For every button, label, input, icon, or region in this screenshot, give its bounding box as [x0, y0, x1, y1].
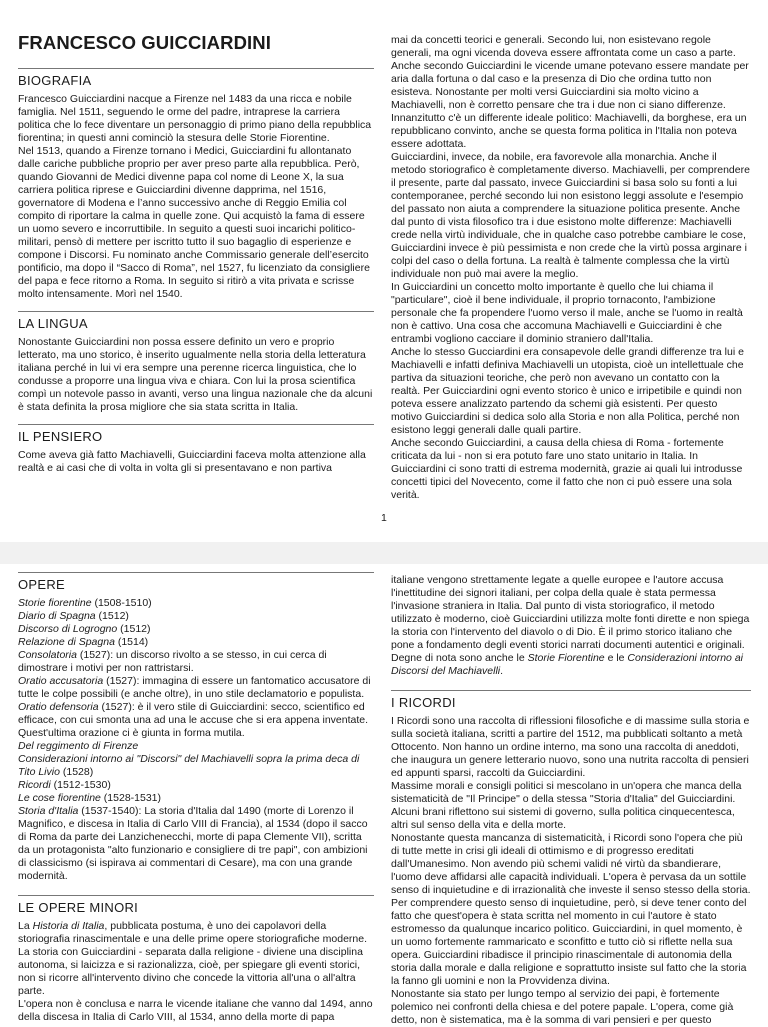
section-heading-opere-minori: LE OPERE MINORI — [18, 900, 139, 915]
work-detail: (1512) — [95, 610, 129, 622]
work-item — [18, 597, 374, 610]
work-title: Historia di Italia — [32, 920, 105, 932]
paragraph: mai da concetti teorici e generali. Secondo lui, non esistevano regole generali, ma ogni vicenda doveva essere affrontata come un caso a parte. — [391, 34, 736, 59]
paragraph: Anche lo stesso Gucciardini era consapevole delle grandi differenze tra lui e Machiavelli e infatti definiva Machiavelli un utopista, cioè un intellettuale che partiva da situazioni teoriche, che però non avevano un contatto con la realtà. Per Guicciardini ogni evento storico è unico e irripetibile e quindi non poteva essere analizzato partendo da schemi già esistenti. Per questo motivo Guicciardini si dedica solo alla Storia e non alla Politica, perché non esistono leggi generali dalle quali partire. — [391, 346, 744, 436]
work-detail: (1508-1510) — [91, 597, 152, 609]
work-detail: (1514) — [114, 636, 149, 648]
work-title: Considerazioni intorno ai Discorsi del Machiavelli — [391, 652, 743, 677]
work-title: Storia d'Italia — [18, 805, 79, 817]
right-column — [391, 34, 751, 502]
section-heading-ricordi: I RICORDI — [391, 695, 456, 710]
work-detail: (1528) — [59, 766, 94, 778]
work-detail: (1528-1531) — [100, 792, 162, 804]
work-title: Oratio accusatoria — [18, 675, 104, 687]
work-title: Relazione di Spagna — [18, 636, 115, 648]
work-title: Considerazioni intorno ai "Discorsi" del Machiavelli sopra la prima deca di Tito Livio — [18, 753, 360, 778]
paragraph — [18, 920, 374, 998]
paragraph — [391, 574, 751, 678]
text-run: La — [18, 920, 33, 932]
paragraph: Nonostante questa mancanza di sistematicità, i Ricordi sono l'opera che più di tutte mette in crisi gli ideali di ottimismo e di progresso ereditati dall'Umanesimo. Non avendo più schemi validi né virtù da sbandierare, l'uomo deve affidarsi alle capacità individuali. L'opera è pervasa da un sottile senso di inquietudine e di irrazionalità che investe il senso stesso della storia. Per comprendere questo senso di inquietudine, però, si deve tener conto del fatto che quest'opera è stata scritta nel momento in cui l'autore è stato estromesso da qualunque incarico politico. Guicciardini, in quel momento, è un uomo fortemente rammaricato e sconfitto e tutto ciò si riflette nella sua opera. Guicciardini ribadisce il principio rinascimentale di autonomia della storia dalla morale e dalla religione e soprattutto insiste sul fatto che la storia la fanno gli uomini e non la Provvidenza divina. — [391, 832, 751, 987]
work-item — [18, 792, 374, 805]
paragraph: I Ricordi sono una raccolta di riflessioni filosofiche e di massime sulla storia e sulla società italiana, scritti a partire del 1512, ma pubblicati soltanto a metà Ottocento. Non hanno un ordine interno, ma sono una raccolta di aneddoti, che inaugura un genere letterario nuovo, sono una nutrita raccolta di pensieri ed appunti sparsi, raccolti da Guicciardini. — [391, 715, 750, 779]
text-run: italiane vengono strettamente legate a quelle europee e l'autore accusa l'inettitudine dei signori italiani, per colpa della quale è stata permessa l'invasione straniera in Italia. Dal punto di vista storiografico, il metodo utilizzato è moderno, cioè Guicciardini utilizza molte fonti dirette e non spiega la storia con l'intervento del diavolo o di Dio. È il primo storico italiano che pone a fondamento degli eventi storici narrati documenti autentici e originali. Degne di nota sono anche le — [391, 574, 750, 664]
work-detail: (1512-1530) — [50, 779, 111, 791]
left-column — [18, 572, 374, 1024]
work-detail: (1527): immagina di essere un fantomatico accusatore di tutte le colpe possibili (e anche oltre), in uno stile declamatorio e populista. — [18, 675, 371, 700]
work-detail: (1512) — [117, 623, 151, 635]
work-title: Ricordi — [18, 779, 51, 791]
work-title: Le cose fiorentine — [18, 792, 101, 804]
work-item — [18, 805, 374, 883]
work-item — [18, 701, 374, 740]
page-gap — [0, 542, 768, 564]
paragraph: Nonostante sia stato per lungo tempo al servizio dei papi, è fortemente polemico nei confronti della chiesa e del potere papale. L'opera, come già detto, non è sistematica, ma è la somma di vari pensieri e per questo — [391, 988, 734, 1026]
section-heading-opere: OPERE — [18, 577, 66, 592]
work-item — [18, 649, 374, 675]
work-item — [18, 740, 374, 753]
work-item — [18, 636, 374, 649]
document-page-2 — [0, 564, 768, 1024]
work-title: Storie Fiorentine — [527, 652, 605, 664]
text-run: , pubblicata postuma, è uno dei capolavori della storiografia rinascimentale e una delle prime opere storiografiche moderne. La storia con Guicciardini - separata dalla religione - diviene una disciplina autonoma, si laicizza e si razionalizza, cioè, per spiegare gli eventi storici, non si ricorre all'intervento divino che concede la vittoria all'una o all'altra parte. — [18, 920, 368, 997]
section-heading-lingua: LA LINGUA — [18, 316, 88, 331]
left-column — [18, 32, 374, 475]
works-list — [18, 597, 374, 883]
work-title: Diario di Spagna — [18, 610, 96, 622]
section-heading-pensiero: IL PENSIERO — [18, 429, 103, 444]
work-title: Oratio defensoria — [18, 701, 99, 713]
text-run: e le — [604, 652, 628, 664]
work-detail: (1527): è il vero stile di Guicciardini: secco, scientifico ed efficace, con cui smonta una ad una le accuse che si era appena inventate. Quest'ultima orazione ci è giunta in forma mutila. — [18, 701, 369, 739]
paragraph: L'opera non è conclusa e narra le vicende italiane che vanno dal 1494, anno della discesa in Italia di Carlo VIII, al 1534, anno della morte di papa — [18, 998, 373, 1023]
paragraph: Nonostante Guicciardini non possa essere definito un vero e proprio letterato, ma uno storico, è inserito ugualmente nella storia della letteratura italiana perché in lui vi era sempre una perenne ricerca linguistica, che lo condusse a proporre una lingua viva e chiara. Con lui la prosa scientifica compì un notevole passo in avanti, verso una lingua nazionale che da alcuni è stata definita la prosa migliore che sia stata scritta in Italia. — [18, 336, 373, 413]
paragraph: Anche secondo Guicciardini, a causa della chiesa di Roma - fortemente criticata da lui - non si era potuto fare uno stato unitario in Italia. In Guicciardini ci sono tratti di estrema modernità, grazie ai quali lui introdusse concetti tipici del Novecento, come il fatto che non ci può essere una sola verità. — [391, 437, 743, 501]
work-item — [18, 779, 374, 792]
work-item — [18, 675, 374, 701]
work-detail: (1527): un discorso rivolto a se stesso, in cui cerca di dimostrare i motivi per non rattristarsi. — [18, 649, 327, 674]
paragraph: Come aveva già fatto Machiavelli, Guicciardini faceva molta attenzione alla realtà e ai casi che di volta in volta gli si presentavano e non partiva — [18, 449, 366, 474]
paragraph: Anche secondo Guicciardini le vicende umane potevano essere mandate per aria dalla fortuna o dal caso e la presenza di Dio che ordina tutto non esisteva. Nonostante per molti versi Guicciardini sia molto vicino a Machiavelli, non è corretto pensare che tra i due non ci siano differenze. Innanzitutto c'è un differente ideale politico: Machiavelli, da borghese, era un repubblicano convinto, anche se questa forma politica in l'Italia non poteva essere adottata. — [391, 60, 749, 150]
right-column — [391, 574, 751, 1027]
work-title: Discorso di Logrogno — [18, 623, 118, 635]
work-detail: (1537-1540): La storia d'Italia dal 1490 (morte di Lorenzo il Magnifico, e discesa in Italia di Carlo VIII di Francia), al 1534 (dopo il sacco di Roma da parte dei Lanzichenecchi, morte di papa Clemente VII), scritta da un protagonista "alto funzionario e consigliere di tre papi", con ambizioni di classicismo (si ispirava ai commentari di Cesare), ma con una grande modernità. — [18, 805, 368, 882]
text-run: . — [500, 665, 504, 677]
paragraph: Guicciardini, invece, da nobile, era favorevole alla monarchia. Anche il metodo storiografico è completamente diverso. Machiavelli, per comprendere il presente, parte dal passato, invece Guicciardini si basa solo su fonti a lui contemporanee, perché secondo lui non esistono leggi assolute e l'esempio del passato non aiuta a comprendere la situazione politica presente. Anche dal punto di vista filosofico tra i due esistono molte differenze: Machiavelli crede nella virtù individuale, che in qualche caso potrebbe cambiare le cose, Guicciardini invece è più pessimista e non crede che la virtù possa arginare i colpi del caso o della fortuna. La realtà è talmente complessa che la virtù individuale non può mai avere la meglio. — [391, 151, 750, 280]
work-item — [18, 753, 374, 779]
work-title: Storie fiorentine — [18, 597, 92, 609]
work-title: Del reggimento di Firenze — [18, 740, 139, 752]
paragraph: Francesco Guicciardini nacque a Firenze nel 1483 da una ricca e nobile famiglia. Nel 1511, seguendo le orme del padre, intraprese la carriera politica che lo fece diventare un personaggio di primo piano della repubblica fiorentina; in questi anni cominciò la stesura delle Storie Fiorentine. — [18, 93, 372, 144]
paragraph: Massime morali e consigli politici si mescolano in un'opera che manca della sistematicità de "Il Principe" o della stessa "Storia d'Italia" del Guicciardini. Alcuni brani riflettono sui sistemi di governo, sulla politica cinquecentesca, altri sul senso della vita e della morte. — [391, 780, 742, 831]
work-item — [18, 610, 374, 623]
document-title: FRANCESCO GUICCIARDINI — [18, 32, 271, 53]
work-title: Consolatoria — [18, 649, 77, 661]
paragraph: In Guicciardini un concetto molto importante è quello che lui chiama il "particulare", cioè il bene individuale, il proprio tornaconto, l'ambizione personale che fa propendere l'uomo verso il male, anche se l'uomo in realtà non è cattivo. Una cosa che accomuna Machiavelli e Guicciardini è che entrambi vogliono cacciare il dominio straniero dall'Italia. — [391, 281, 743, 345]
work-item — [18, 623, 374, 636]
page-number: 1 — [381, 512, 387, 524]
paragraph: Nel 1513, quando a Firenze tornano i Medici, Guicciardini fu allontanato dalle cariche pubbliche proprio per aver preso parte alla repubblica. Però, quando Giovanni de Medici divenne papa col nome di Leone X, la sua carriera politica riprese e Guicciardini divenne dapprima, nel 1516, governatore di Modena e l’anno successivo anche di Reggio Emilia col compito di riportare la calma in quelle zone. Qui acquistò la fama di essere un uomo severo e incorruttibile. In seguito a questi suoi incarichi politico-militari, pensò di mettere per iscritto tutto il suo bagaglio di esperienze e compone i Discorsi. Fu nominato anche Commissario generale dell’esercito pontificio, ma dopo il “Sacco di Roma”, nel 1527, fu licenziato da consigliere del papa e fece ritorno a Roma. In seguito si ritirò a vita privata e scrisse molto intensamente. Morì nel 1540. — [18, 145, 370, 300]
section-heading-biografia: BIOGRAFIA — [18, 73, 92, 88]
